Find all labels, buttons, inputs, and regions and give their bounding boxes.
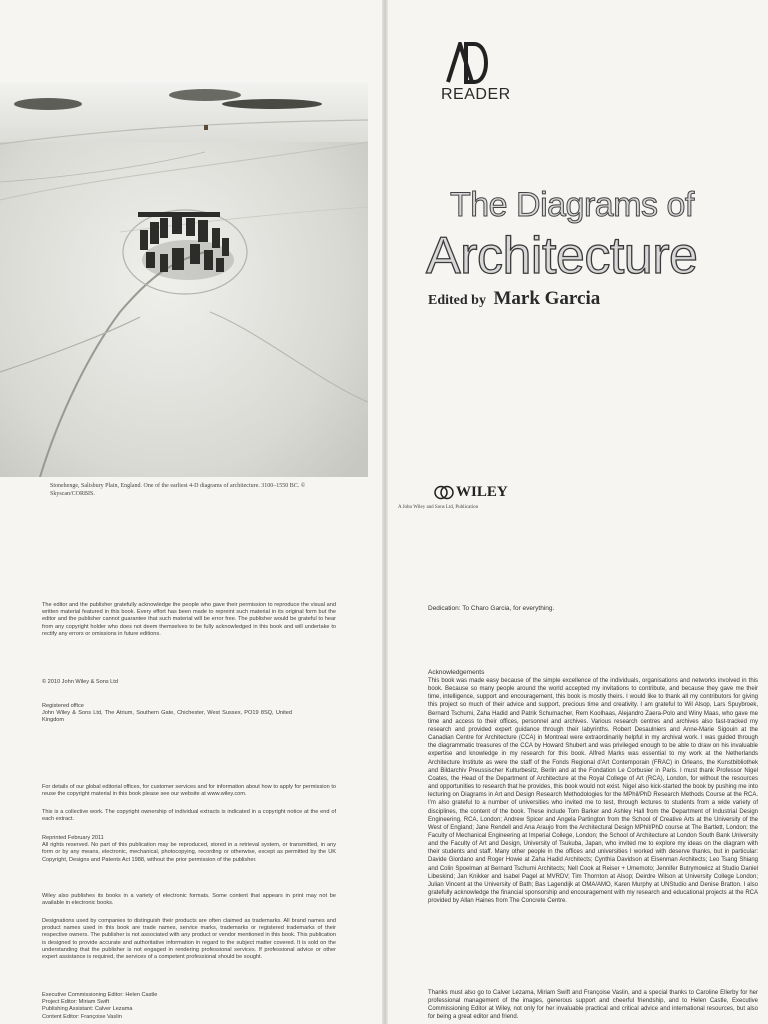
photo-caption: Stonehenge, Salisbury Plain, England. One of the earliest 4-D diagrams of architecture. 3100–1550 BC. © Skyscan/CORBIS. xyxy=(50,483,306,497)
collective-work-text: This is a collective work. The copyright ownership of individual extracts is indicated in a copyright notice at the end of each extract. xyxy=(42,809,336,823)
rights-paragraph xyxy=(42,835,336,864)
credit-line: Publishing Assistant: Calver Lezama xyxy=(42,1006,133,1013)
designations-text: Designations used by companies to distinguish their products are often claimed as trademarks. All brand names and product names used in this book are trade names, service marks, trademarks or registered trademarks of their respective owners. The publisher is not associated with any product or vendor mentioned in this book. This publication is designed to provide accurate and authoritative information in regard to the subject matter covered. It is sold on the understanding that the publisher is not engaged in rendering professional services. If professional advice or other expert assistance is required, the services of a competent professional should be sought. xyxy=(42,918,336,961)
copyright-line xyxy=(42,679,336,686)
left-page xyxy=(0,0,382,1024)
publisher-name: WILEY xyxy=(456,484,508,500)
ad-logo-icon xyxy=(446,42,492,89)
publisher-logo xyxy=(434,484,508,501)
details-paragraph xyxy=(42,784,336,798)
registered-office-label: Registered office xyxy=(42,703,84,709)
acknowledgements-heading: Acknowledgements xyxy=(428,669,485,676)
acknowledgement-note xyxy=(42,602,336,638)
registered-office xyxy=(42,703,292,725)
credits-list xyxy=(42,992,336,1021)
book-gutter xyxy=(382,0,388,1024)
collective-work-paragraph xyxy=(42,809,336,823)
registered-office-address: John Wiley & Sons Ltd, The Atrium, Southern Gate, Chichester, West Sussex, PO19 8SQ, United Kingdom xyxy=(42,710,292,724)
publisher-subtitle: A John Wiley and Sons Ltd, Publication xyxy=(398,505,479,510)
dedication: Dedication: To Charo Garcia, for everything. xyxy=(428,605,555,612)
electronic-formats-paragraph xyxy=(42,893,336,907)
acknowledgements-paragraph-1: This book was made easy because of the simple excellence of the individuals, organisations and networks involved in this book. Because so many people around the world accepted my invitations to contribute, and because they gave me their time, intelligence, support and encouragement, this book is mostly theirs. I would like to thank all my contributors for giving this project so much of their advice and support, precious time and creativity. I am grateful to Wil Alsop, Lars Spuybroek, Bernard Tschumi, Zaha Hadid and Patrik Schumacher, Rem Koolhaas, Alejandro Zaera-Polo and Winy Maas, who gave me time and access to their offices, personnel and archives. Various research centres and archives also fast-tracked my research and provided expert guidance through their labyrinths. Robert Desaulniers and Anne-Marie Sigouin at the Canadian Centre for Architecture (CCA) in Montreal were extraordinarily helpful in my archival work. I was guided through the diagrammatic treasures of the CCA by Howard Shubert and was privileged enough to be able to draw on his invaluable expertise and knowledge in my research for this book. Alfred Marks was essential to my work at the Netherlands Architecture Institute as were the staff of the Fonds Regional d'Art Contemporain (FRAC) in Orleans, the Kunstbibliothek and Bildarchiv Preussischer Kulturbesitz, Berlin and at the Fondation Le Corbusier in Paris. I must thank Professor Nigel Coates, the Head of the Department of Architecture at the Royal College of Art (RCA), London, for without the resources and opportunities to research that he provides, this book would not exist. Nigel also kick-started the book by pushing me into lecturing on Diagrams in Art and Design Research Methodologies for the MPhil/PhD Research Methods Course at the RCA. I'm also grateful to a number of universities who invited me to test, through lectures to students from a wide variety of disciplines, the content of the book. These include Tom Barker and Ashley Hall from the Department of Industrial Design Engineering, RCA, London; Andrew Spicer and Angela Partington from the School of Creative Arts at the University of the West of England; Jane Rendell and Ana Araujo from the Architectural Design MPhil/PhD course at The Bartlett, London; the Faculty of Mechanical Engineering at Imperial College, London; the School of Architecture at London South Bank University and the Faculty of Art and Design, University of Tsukuba, Japan, who invited me to explore my ideas on the diagram with their students and staff. Many other people in the offices and universities I worked with deserve thanks, but in particular: Davide Giordano and Roger Howie at Zaha Hadid Architects; Cynthia Davidson at Eisenman Architects; Leo Tsang Shiang and Colin Spoelman at Bernard Tschumi Architects; Nell Cook at Reiser + Umemoto; Jennifer Butrymowicz at Studio Daniel Libeskind; Jan Knikker and Isabel Pagel at MVRDV; Tim Thornton at Alsop; Deirdre Wilson at University College London; Julian Vincent at the University of Bath; Bas Lagendijk at OMA/AMO, Karen Murphy at UNStudio and Denise Bratton. I also gratefully acknowledge the financial sponsorship and encouragement with my research and educational projects at the RCA provided by Allan Haines from The Concrete Centre. xyxy=(428,678,758,905)
book-title-line-1: The Diagrams of xyxy=(450,186,694,224)
acknowledgement-note-text: The editor and the publisher gratefully acknowledge the people who gave their permission to reproduce the visual and written material featured in this book. Every effort has been made to repreint such material in its original form but the editor and the publisher cannot guarantee that such material will be error free. The publisher would be grateful to hear from any copyright holder who does not deem themselves to be fully acknowledged in this book and will undertake to rectify any errors or omissions in future editions. xyxy=(42,602,336,637)
stonehenge-photo xyxy=(0,82,368,477)
series-label: READER xyxy=(441,86,511,103)
credit-line: Executive Commissioning Editor: Helen Castle xyxy=(42,992,158,998)
details-text: For details of our global editorial offices, for customer services and for information about how to apply for permission to reuse the copyright material in this book please see our website at www.wiley.com. xyxy=(42,784,336,798)
editor-credit xyxy=(428,288,600,310)
editor-name: Mark Garcia xyxy=(493,288,601,309)
designations-paragraph xyxy=(42,918,336,961)
reprinted-text: Reprinted February 2011 xyxy=(42,835,104,841)
rights-text: All rights reserved. No part of this publication may be reproduced, stored in a retrieval system, or transmitted, in any form or by any means, electronic, mechanical, photocopying, recording or otherwise, except as permitted by the UK Copyright, Designs and Patents Act 1988, without the prior permission of the publisher. xyxy=(42,842,336,863)
acknowledgements-paragraph-2: Thanks must also go to Calver Lezama, Miriam Swift and Françoise Vaslin, and a special thanks to Caroline Ellerby for her professional management of the images, generous support and cheerful friendship, and to Helen Castle, Executive Commissioning Editor at Wiley, not only for her invaluable practical and critical advice and international resources, but also for being a great editor and friend. xyxy=(428,990,758,1021)
credit-line: Project Editor: Miriam Swift xyxy=(42,999,110,1006)
electronic-formats-text: Wiley also publishes its books in a variety of electronic formats. Some content that appears in print may not be available in electronic books. xyxy=(42,893,336,907)
credit-line: Content Editor: Françoise Vaslin xyxy=(42,1013,122,1020)
book-title-line-2: Architecture xyxy=(426,227,698,285)
copyright-text: © 2010 John Wiley & Sons Ltd xyxy=(42,679,118,685)
edited-by-label: Edited by xyxy=(428,293,486,308)
wiley-mark-icon xyxy=(434,485,454,500)
